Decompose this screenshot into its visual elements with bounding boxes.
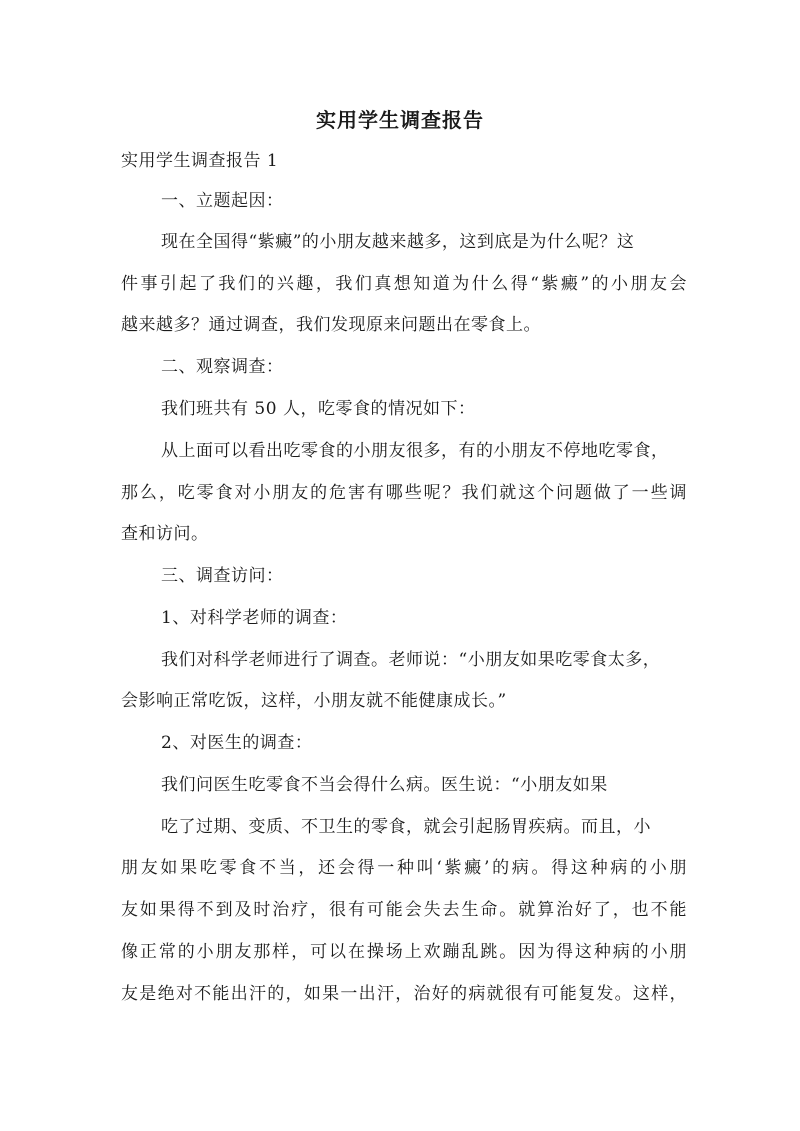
paragraph-line: 那么，吃零食对小朋友的危害有哪些呢？我们就这个问题做了一些调 [121, 483, 687, 503]
paragraph-line: 吃了过期、变质、不卫生的零食，就会引起肠胃疾病。而且，小 [161, 817, 651, 837]
document-title: 实用学生调查报告 [316, 108, 484, 132]
paragraph-line: 越来越多？通过调查，我们发现原来问题出在零食上。 [121, 315, 541, 335]
section-heading: 实用学生调查报告 1 [121, 151, 279, 171]
paragraph-line: 查和访问。 [121, 524, 209, 544]
paragraph-line: 朋友如果吃零食不当，还会得一种叫‘紫癜’的病。得这种病的小朋 [121, 858, 687, 878]
paragraph-line: 友是绝对不能出汗的，如果一出汗，治好的病就很有可能复发。这样， [121, 984, 687, 1004]
subsection-heading: 2、对医生的调查： [161, 733, 313, 753]
paragraph-line: 从上面可以看出吃零食的小朋友很多，有的小朋友不停地吃零食， [161, 441, 669, 461]
subsection-heading: 一、立题起因： [161, 191, 284, 211]
paragraph-line: 友如果得不到及时治疗，很有可能会失去生命。就算治好了，也不能 [121, 900, 687, 920]
paragraph-line: 我们班共有 50 人，吃零食的情况如下： [161, 399, 476, 419]
paragraph-line: 现在全国得“紫癜”的小朋友越来越多，这到底是为什么呢？这 [161, 232, 635, 252]
paragraph-line: 像正常的小朋友那样，可以在操场上欢蹦乱跳。因为得这种病的小朋 [121, 942, 687, 962]
paragraph-line: 件事引起了我们的兴趣，我们真想知道为什么得“紫癜”的小朋友会 [121, 274, 687, 294]
subsection-heading: 二、观察调查： [161, 357, 284, 377]
subsection-heading: 1、对科学老师的调查： [161, 608, 348, 628]
paragraph-line: 会影响正常吃饭，这样，小朋友就不能健康成长。” [121, 691, 507, 711]
subsection-heading: 三、调查访问： [161, 566, 284, 586]
paragraph-line: 我们对科学老师进行了调查。老师说：“小朋友如果吃零食太多， [161, 650, 661, 670]
paragraph-line: 我们问医生吃零食不当会得什么病。医生说：“小朋友如果 [161, 775, 608, 795]
